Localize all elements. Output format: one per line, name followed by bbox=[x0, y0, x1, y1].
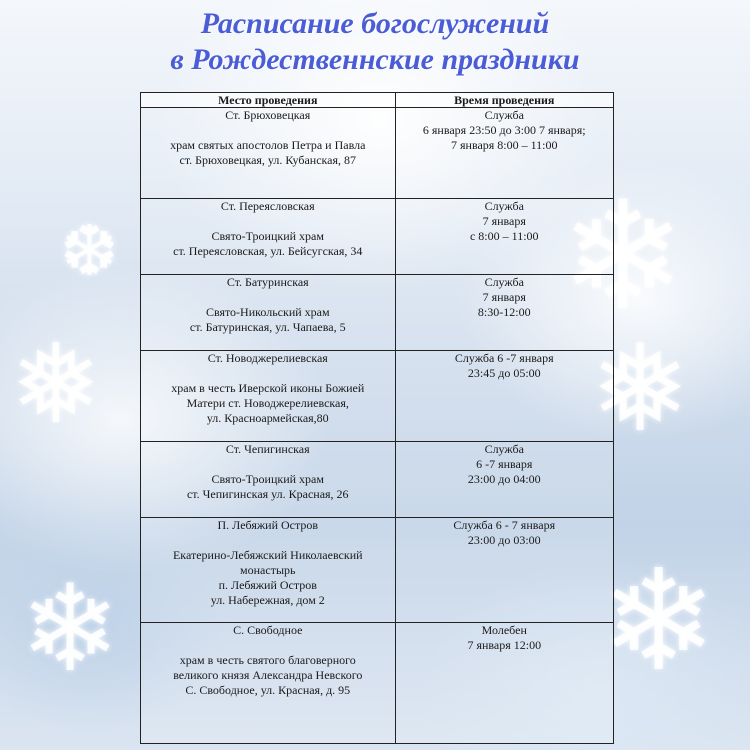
place-detail-line: ст. Переясловская, ул. Бейсугская, 34 bbox=[173, 244, 363, 258]
time-line: Служба bbox=[484, 199, 524, 213]
place-detail-line: ст. Чепигинская ул. Красная, 26 bbox=[186, 487, 349, 501]
table-header-row bbox=[141, 93, 614, 108]
place-detail-line: ул. Набережная, дом 2 bbox=[210, 593, 325, 607]
time-line: Служба bbox=[484, 442, 524, 456]
time-line: 8:30-12:00 bbox=[477, 305, 531, 319]
place-detail-line: Свято-Троицкий храм bbox=[211, 229, 324, 243]
time-line: 7 января bbox=[482, 290, 526, 304]
spacer bbox=[145, 366, 391, 381]
time-cell bbox=[395, 351, 613, 442]
place-detail-line: Екатерино-Лебяжский Николаевский bbox=[172, 548, 363, 562]
table-row bbox=[141, 442, 614, 518]
place-cell bbox=[141, 275, 396, 351]
table-row bbox=[141, 518, 614, 623]
time-line: Служба 6 - 7 января bbox=[453, 518, 556, 532]
time-line: 23:00 до 04:00 bbox=[467, 472, 541, 486]
title-line-1: Расписание богослужений bbox=[200, 7, 550, 40]
place-detail-line: храм в честь Иверской иконы Божией bbox=[171, 381, 365, 395]
time-line: 23:45 до 05:00 bbox=[467, 366, 541, 380]
place-name: П. Лебяжий Остров bbox=[217, 518, 319, 532]
snowflake-icon: ❄ bbox=[560, 170, 686, 344]
time-cell bbox=[395, 442, 613, 518]
place-name: Ст. Чепигинская bbox=[225, 442, 310, 456]
place-name: Ст. Батуринская bbox=[226, 275, 309, 289]
place-name: Ст. Переясловская bbox=[220, 199, 315, 213]
time-line: 7 января 12:00 bbox=[467, 638, 542, 652]
snowflake-icon: ❆ bbox=[60, 210, 119, 292]
header-time: Время проведения bbox=[395, 93, 613, 108]
place-detail-line: храм в честь святого благоверного bbox=[179, 653, 356, 667]
snowflake-icon: ❄ bbox=[600, 540, 718, 703]
table-row bbox=[141, 351, 614, 442]
place-detail-line: Свято-Никольский храм bbox=[205, 305, 330, 319]
title-line-2: в Рождественнские праздники bbox=[170, 43, 580, 76]
time-line: Служба 6 -7 января bbox=[454, 351, 554, 365]
place-name: Ст. Новоджерелиевская bbox=[207, 351, 328, 365]
spacer bbox=[145, 533, 391, 548]
table-row bbox=[141, 275, 614, 351]
place-detail-line: ст. Батуринская, ул. Чапаева, 5 bbox=[189, 320, 346, 334]
time-cell bbox=[395, 623, 613, 744]
table-row bbox=[141, 108, 614, 199]
table-row bbox=[141, 199, 614, 275]
place-detail-line: ст. Брюховецкая, ул. Кубанская, 87 bbox=[179, 153, 357, 167]
place-detail-line: Матери ст. Новоджерелиевская, bbox=[186, 396, 349, 410]
time-line: 6 -7 января bbox=[476, 457, 533, 471]
snowflake-icon: ❄ bbox=[20, 560, 121, 699]
time-line: Служба bbox=[484, 275, 524, 289]
place-detail-line: монастырь bbox=[240, 563, 296, 577]
table-row bbox=[141, 623, 614, 744]
header-place: Место проведения bbox=[141, 93, 396, 108]
spacer bbox=[145, 123, 391, 138]
place-detail-line: Свято-Троицкий храм bbox=[211, 472, 324, 486]
time-cell bbox=[395, 199, 613, 275]
time-line: 7 января 8:00 – 11:00 bbox=[451, 138, 558, 152]
place-cell bbox=[141, 442, 396, 518]
place-cell bbox=[141, 623, 396, 744]
place-detail-line: храм святых апостолов Петра и Павла bbox=[170, 138, 366, 152]
table-body bbox=[141, 108, 614, 744]
time-cell bbox=[395, 518, 613, 623]
place-detail-line: С. Свободное, ул. Красная, д. 95 bbox=[185, 683, 351, 697]
time-line: с 8:00 – 11:00 bbox=[469, 229, 539, 243]
schedule-table bbox=[140, 92, 614, 744]
time-line: 6 января 23:50 до 3:00 7 января; bbox=[422, 123, 586, 137]
place-cell bbox=[141, 518, 396, 623]
snowflake-icon: ❅ bbox=[10, 320, 103, 448]
time-line: 7 января bbox=[482, 214, 526, 228]
place-name: С. Свободное bbox=[233, 623, 303, 637]
snowflake-icon: ❅ bbox=[590, 320, 691, 459]
place-detail-line: великого князя Александра Невского bbox=[173, 668, 363, 682]
place-detail-line: п. Лебяжий Остров bbox=[218, 578, 317, 592]
place-cell bbox=[141, 351, 396, 442]
place-cell bbox=[141, 108, 396, 199]
time-cell bbox=[395, 275, 613, 351]
time-cell bbox=[395, 108, 613, 199]
time-line: Молебен bbox=[481, 623, 527, 637]
time-line: Служба bbox=[484, 108, 524, 122]
spacer bbox=[145, 290, 391, 305]
page-title bbox=[0, 6, 750, 78]
time-line: 23:00 до 03:00 bbox=[467, 533, 541, 547]
place-cell bbox=[141, 199, 396, 275]
spacer bbox=[145, 638, 391, 653]
place-name: Ст. Брюховецкая bbox=[225, 108, 311, 122]
place-detail-line: ул. Красноармейская,80 bbox=[206, 411, 329, 425]
spacer bbox=[145, 214, 391, 229]
spacer bbox=[145, 457, 391, 472]
